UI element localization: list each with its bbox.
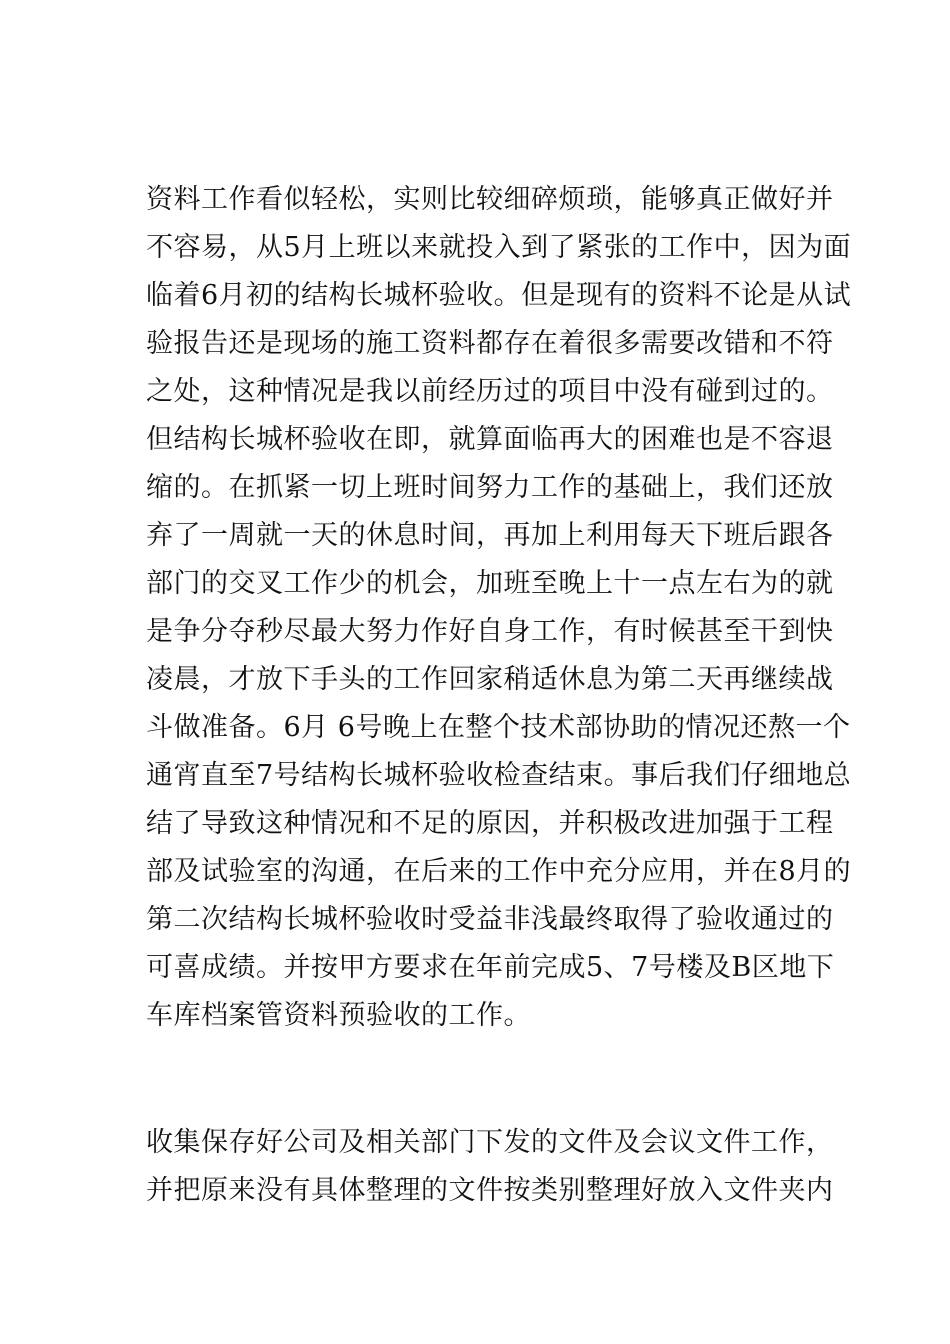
text-line: 资料工作看似轻松，实则比较细碎烦琐，能够真正做好并: [146, 184, 834, 215]
text-line: 结了导致这种情况和不足的原因，并积极改进加强于工程: [146, 808, 834, 839]
text-line: 部及试验室的沟通，在后来的工作中充分应用，并在8月的: [146, 856, 852, 887]
text-line: 可喜成绩。并按甲方要求在年前完成5、7号楼及B区地下: [146, 952, 835, 983]
text-line: 缩的。在抓紧一切上班时间努力工作的基础上，我们还放: [146, 472, 834, 503]
text-line: 收集保存好公司及相关部门下发的文件及会议文件工作，: [146, 1127, 834, 1158]
text-line: 但结构长城杯验收在即，就算面临再大的困难也是不容退: [146, 424, 834, 455]
text-line: 部门的交叉工作少的机会，加班至晚上十一点左右为的就: [146, 568, 834, 599]
text-line: 不容易，从5月上班以来就投入到了紧张的工作中，因为面: [146, 232, 852, 263]
text-line: 弃了一周就一天的休息时间，再加上利用每天下班后跟各: [146, 520, 834, 551]
paragraph-file-management: [146, 1119, 834, 1215]
text-line: 之处，这种情况是我以前经历过的项目中没有碰到过的。: [146, 376, 834, 407]
text-line: 验报告还是现场的施工资料都存在着很多需要改错和不符: [146, 328, 834, 359]
text-line: 凌晨，才放下手头的工作回家稍适休息为第二天再继续战: [146, 664, 834, 695]
text-line: 车库档案管资料预验收的工作。: [146, 1000, 531, 1031]
text-line: 第二次结构长城杯验收时受益非浅最终取得了验收通过的: [146, 904, 834, 935]
text-line: 是争分夺秒尽最大努力作好自身工作，有时候甚至干到快: [146, 616, 834, 647]
text-line: 并把原来没有具体整理的文件按类别整理好放入文件夹内: [146, 1175, 834, 1206]
text-line: 斗做准备。6月 6号晚上在整个技术部协助的情况还熬一个: [146, 712, 851, 743]
text-line: 临着6月初的结构长城杯验收。但是现有的资料不论是从试: [146, 280, 852, 311]
paragraph-work-summary: [146, 176, 852, 1040]
text-line: 通宵直至7号结构长城杯验收检查结束。事后我们仔细地总: [146, 760, 852, 791]
